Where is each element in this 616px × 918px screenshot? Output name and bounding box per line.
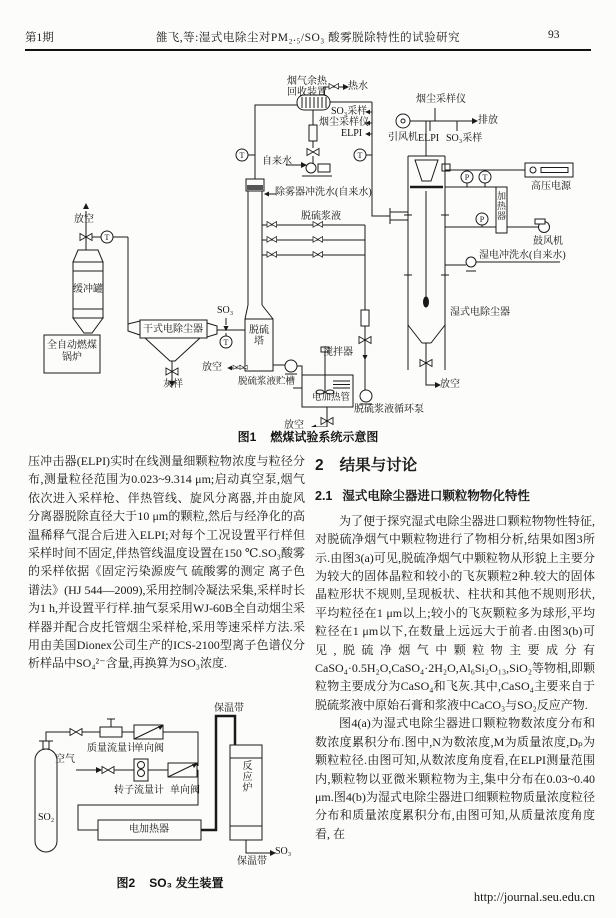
gauge-T2: T (223, 338, 229, 347)
label-insulation-bottom: 保温带 (237, 856, 267, 867)
label-hv-power: 高压电源 (531, 181, 571, 192)
label-boiler: 全自动燃煤锅炉 (47, 340, 97, 363)
label-mass-flow: 质量流量计 (87, 743, 137, 754)
label-waste-heat-1: 烟气余热 (287, 76, 327, 87)
label-so3-out: SO₃ (275, 846, 292, 857)
gauge-P2: P (479, 215, 485, 224)
figure1-caption (0, 428, 616, 445)
figure1-caption-tag: 图1 (237, 430, 257, 444)
journal-url: http://journal.seu.edu.cn (473, 890, 595, 904)
section-title: 结果与讨论 (339, 457, 418, 474)
label-buffer-tank: 缓冲罐 (73, 284, 103, 295)
label-vent-tower: 放空 (202, 362, 222, 373)
label-id-fan: 引风机 (388, 132, 418, 143)
figure2-caption (30, 874, 310, 891)
label-so3-injection: SO₃ (217, 305, 234, 316)
subsection-heading (315, 487, 595, 505)
label-check-valve-1: 单向阀 (134, 743, 164, 754)
label-waste-heat-2: 回收装置 (287, 87, 327, 98)
left-paragraph: 压冲击器(ELPI)实时在线测量细颗粒物浓度与粒径分布,测量粒径范围为0.023~9.314 μm;启动真空泵,烟气依次进入采样枪、伴热管线、旋风分离器,并由旋风分离器脱除直径大于10 μm的颗粒,然后与经净化的高温稀释气混合后进入ELPI;对每个工况设置平行样但采样时间不固定,伴热管线温度设置在150 ℃.SO₃酸雾的采样依据《固定污染源废气 硫酸雾的测定 离子色谱法》(HJ 544—2009),采用控制冷凝法采集,采样时长为1 h,并设置平行样.抽气泵采用WJ-60B全自动烟尘采样器并配合皮托管烟尘采样枪,采用等速采样方法.采用由美国Dionex公司生产的ICS-2100型离子色谱仪分析样品中SO₄²⁻含量,再换算为SO₃浓度. (28, 454, 305, 671)
subsection-number: 2.1 (315, 489, 333, 504)
label-wet-esp: 湿式电除尘器 (450, 307, 510, 318)
header-rule (25, 49, 591, 51)
label-vent-tank: 放空 (284, 420, 304, 431)
label-hot-water: 热水 (348, 81, 368, 92)
label-air: 空气 (55, 754, 75, 765)
right-paragraph-1: 为了便于探究湿式电除尘器进口颗粒物物性特征,对脱硫净烟气中颗粒物进行了物相分析,结果如图3所示.由图3(a)可见,脱硫净烟气中颗粒物从形貌上主要分为较大的固体晶粒和较小的飞灰颗粒2种.较大的固体晶粒形状不规则,呈现板状、柱状和其他不规则形状,平均粒径在1 μm以上;较小的飞灰颗粒多为球形,平均粒径在1 μm以下,在数量上远远大于前者.由图3(b)可见,脱硫净烟气中颗粒物主要成分有CaSO₄·0.5H₂O,CaSO₄·2H₂O,Al₆Si₂O₁₃,SiO₂等物相,即颗粒物主要成分为CaSO₄和飞灰.其中,CaSO₄主要来自于脱硫浆液中原始石膏和浆液中CaCO₃与SO₂反应产物. (315, 513, 595, 712)
label-so3-sample-right: SO₃采样 (446, 133, 483, 144)
gauge-T4: T (357, 151, 363, 160)
figure1-schematic (30, 75, 600, 431)
label-slurry-tank: 脱硫浆液贮槽 (238, 377, 296, 387)
label-demister-flush: 除雾器冲洗水(自来水) (275, 187, 372, 198)
figure2-caption-text: SO₃ 发生装置 (149, 876, 224, 890)
subsection-title: 湿式电除尘器进口颗粒物物化特性 (342, 489, 530, 504)
label-elpi-right: ELPI (418, 133, 440, 144)
label-blower: 鼓风机 (533, 236, 563, 247)
label-so2-cylinder: SO₂ (38, 812, 55, 823)
label-vent-buffer: 放空 (74, 214, 94, 225)
label-rotameter: 转子流量计 (114, 785, 164, 796)
label-so3-sample-left: SO₃采样 (331, 106, 368, 117)
label-dust-sampler-right: 烟尘采样仪 (416, 94, 466, 105)
label-heat-tube: 电加热管 (312, 393, 351, 403)
left-column (28, 452, 305, 673)
label-slurry: 脱硫浆液 (301, 211, 341, 222)
label-check-valve-2: 单向阀 (170, 785, 200, 796)
section-number: 2 (315, 457, 324, 474)
running-title: 雒飞,等:湿式电除尘对PM₂.₅/SO₃ 酸雾脱除特性的试验研究 (155, 32, 461, 44)
gauge-T5: T (482, 173, 488, 182)
figure2-schematic (30, 702, 310, 872)
label-furnace: 反应炉 (240, 760, 251, 793)
label-tap-water: 自来水 (262, 156, 292, 167)
label-ash-sample: 灰样 (163, 379, 183, 390)
gauge-P1: P (464, 173, 470, 182)
figure1-caption-text: 燃煤试验系统示意图 (270, 430, 379, 444)
issue-label: 第1期 (25, 32, 54, 44)
right-paragraph-2: 图4(a)为湿式电除尘器进口颗粒物数浓度分布和数浓度累积分布.图中,N为数浓度,M为质量浓度,Dₚ为颗粒粒径.由图可知,从数浓度角度看,在ELPI测量范围内,颗粒物以亚微米颗粒物为主,集中分布在0.03~0.40 μm.图4(b)为湿式电除尘器进口细颗粒物质量浓度粒径分布和质量浓度累积分布,由图可知,从质量浓度角度看, 在 (315, 716, 595, 841)
label-discharge: 排放 (478, 115, 498, 126)
gauge-T1: T (104, 233, 110, 242)
label-elpi-left: ELPI (341, 128, 363, 139)
label-dust-sampler-left: 烟尘采样仪 (319, 117, 369, 128)
gauge-T3: T (239, 151, 245, 160)
label-agitator: 搅拌器 (323, 347, 353, 358)
section-heading (315, 457, 595, 475)
label-insulation-top: 保温带 (214, 703, 244, 714)
page-number: 93 (548, 29, 560, 41)
label-heater-column: 加热器 (496, 191, 506, 221)
figure2-caption-tag: 图2 (116, 876, 136, 890)
label-electric-heater: 电加热器 (129, 824, 169, 835)
right-column (315, 455, 595, 843)
label-desulf-tower: 脱硫塔 (249, 325, 269, 347)
label-dry-esp: 干式电除尘器 (143, 324, 203, 335)
label-slurry-pump: 脱硫浆液循环泵 (354, 404, 424, 415)
label-wet-flush: 湿电冲洗水(自来水) (479, 250, 566, 261)
label-vent-wet: 放空 (440, 379, 460, 390)
